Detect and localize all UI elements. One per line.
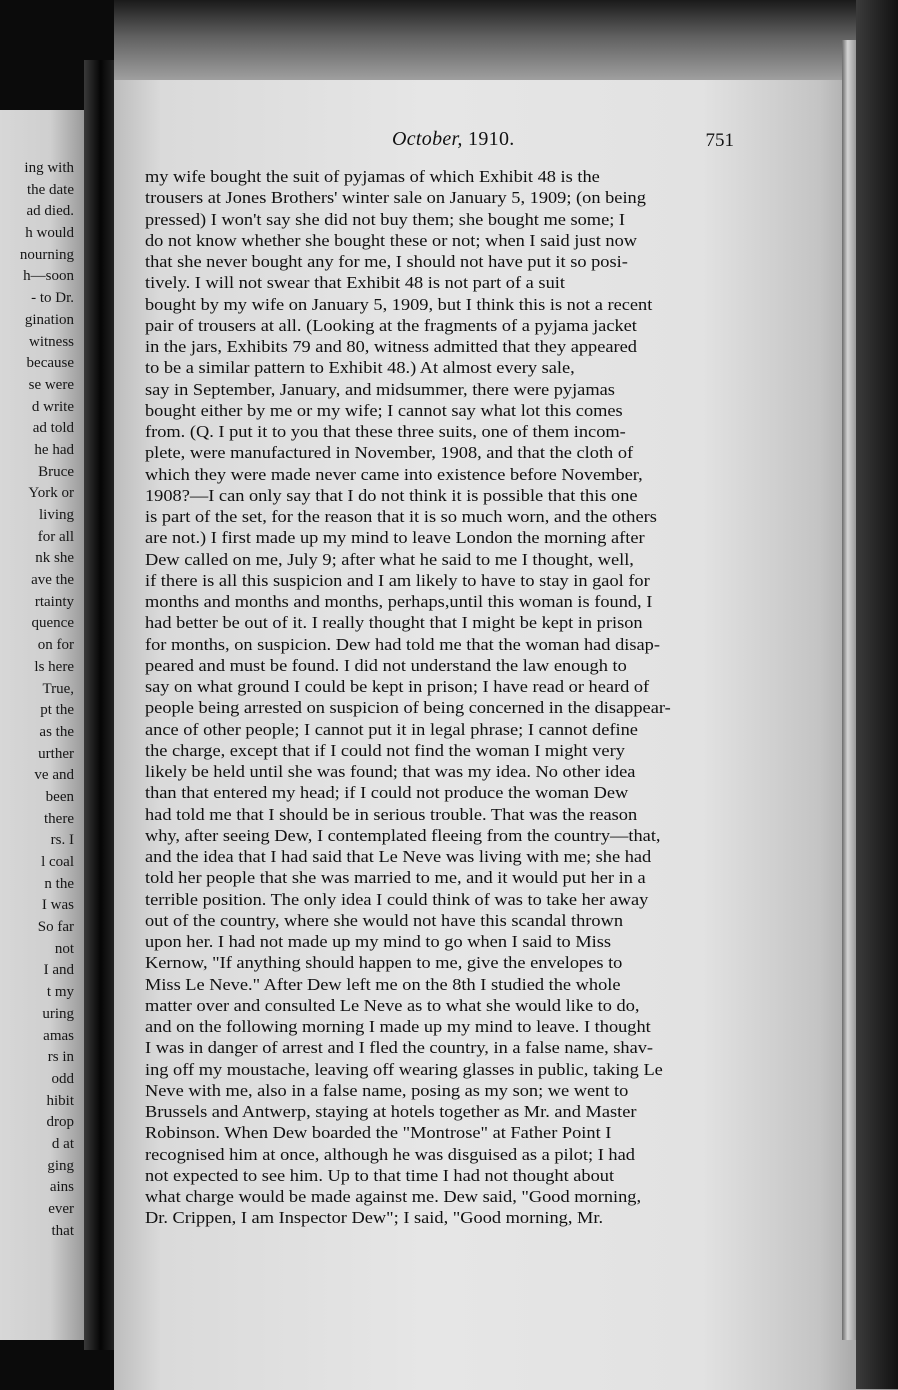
text-line: tively. I will not swear that Exhibit 48 is not part of a suit bbox=[145, 273, 565, 293]
left-page-line: rtainty bbox=[34, 593, 74, 610]
text-line: ing off my moustache, leaving off wearing glasses in public, taking Le bbox=[145, 1059, 663, 1079]
left-page-line: gination bbox=[24, 311, 74, 328]
left-page-line: t my bbox=[46, 984, 74, 1001]
text-line: matter over and consulted Le Neve as to what she would like to do, bbox=[145, 995, 640, 1015]
text-line: recognised him at once, although he was disguised as a pilot; I had bbox=[145, 1144, 635, 1164]
left-page bbox=[0, 110, 84, 1340]
left-page-line: ls here bbox=[34, 658, 74, 675]
text-line: for months, on suspicion. Dew had told me that the woman had disap- bbox=[145, 634, 660, 654]
text-line: which they were made never came into existence before November, bbox=[145, 464, 643, 484]
left-page-line: I and bbox=[43, 962, 74, 979]
left-page-line: uring bbox=[42, 1005, 74, 1022]
text-line: Kernow, "If anything should happen to me, give the envelopes to bbox=[145, 953, 623, 973]
left-page-text-column bbox=[20, 158, 74, 1242]
text-line: months and months and months, perhaps,until this woman is found, I bbox=[145, 592, 653, 611]
text-line: likely be held until she was found; that was my idea. No other idea bbox=[145, 762, 636, 781]
text-line: Robinson. When Dew boarded the "Montrose" at Father Point I bbox=[145, 1123, 612, 1143]
left-page-line: rs in bbox=[47, 1049, 74, 1066]
text-line: in the jars, Exhibits 79 and 80, witness admitted that they appeared bbox=[145, 337, 637, 356]
left-page-line: d at bbox=[51, 1135, 74, 1152]
text-line: do not know whether she bought these or not; when I said just now bbox=[145, 230, 638, 250]
text-line: Dr. Crippen, I am Inspector Dew"; I said, "Good morning, Mr. bbox=[145, 1208, 604, 1228]
left-page-line: the date bbox=[26, 181, 74, 198]
left-page-line: hibit bbox=[46, 1092, 74, 1109]
text-line: and the idea that I had said that Le Neve was living with me; she had bbox=[145, 847, 652, 866]
text-line: out of the country, where she would not have this scandal thrown bbox=[145, 910, 624, 930]
left-page-line: l coal bbox=[41, 854, 74, 870]
left-page-line: he had bbox=[34, 441, 74, 458]
text-line: 1908?—I can only say that I do not think it is possible that this one bbox=[145, 485, 638, 505]
text-line: than that entered my head; if I could not produce the woman Dew bbox=[145, 783, 629, 803]
left-page-line: odd bbox=[51, 1070, 74, 1087]
left-page-line: ging bbox=[47, 1157, 74, 1174]
text-line: not expected to see him. Up to that time I had not thought about bbox=[145, 1165, 615, 1185]
text-line: what charge would be made against me. Dew said, "Good morning, bbox=[145, 1187, 642, 1206]
running-head bbox=[392, 128, 515, 151]
left-page-line: ve and bbox=[34, 767, 74, 784]
left-page-line: ing with bbox=[24, 160, 74, 176]
left-page-line: ad told bbox=[32, 420, 74, 437]
text-line: pressed) I won't say she did not buy them; she bought me some; I bbox=[145, 209, 626, 229]
text-line: the charge, except that if I could not find the woman I might very bbox=[145, 740, 625, 760]
left-page-line: I was bbox=[41, 897, 74, 914]
page-edge bbox=[842, 40, 856, 1340]
left-page-line: living bbox=[38, 507, 74, 523]
text-line: plete, were manufactured in November, 1908, and that the cloth of bbox=[145, 443, 634, 463]
text-line: if there is all this suspicion and I am likely to have to stay in gaol for bbox=[145, 570, 650, 590]
left-page-line: because bbox=[26, 355, 74, 372]
body-text-column bbox=[145, 166, 747, 1229]
far-right-background bbox=[856, 0, 898, 1389]
text-line: from. (Q. I put it to you that these three suits, one of them incom- bbox=[145, 422, 626, 441]
text-line: is part of the set, for the reason that it is so much worn, and the others bbox=[145, 507, 657, 526]
text-line: my wife bought the suit of pyjamas of which Exhibit 48 is the bbox=[145, 167, 600, 186]
text-line: ance of other people; I cannot put it in legal phrase; I cannot define bbox=[145, 719, 638, 739]
left-page-line: h would bbox=[25, 225, 74, 242]
left-page-line: ad died. bbox=[26, 203, 74, 220]
left-page-line: - to Dr. bbox=[31, 290, 74, 307]
left-page-line: on for bbox=[37, 637, 74, 654]
book-gutter bbox=[84, 60, 114, 1350]
left-page-line: ever bbox=[48, 1201, 74, 1217]
text-line: Miss Le Neve." After Dew left me on the 8th I studied the whole bbox=[145, 974, 621, 994]
left-page-line: n the bbox=[44, 875, 74, 892]
left-page-line: been bbox=[45, 788, 74, 805]
left-page-line: urther bbox=[38, 745, 74, 762]
left-page-line: witness bbox=[29, 333, 74, 350]
text-line: peared and must be found. I did not understand the law enough to bbox=[145, 655, 627, 675]
left-page-line: d write bbox=[31, 398, 74, 415]
left-page-line: for all bbox=[37, 528, 74, 545]
left-page-line: nourning bbox=[19, 246, 74, 263]
text-line: people being arrested on suspicion of being concerned in the disappear- bbox=[145, 698, 671, 718]
text-line: why, after seeing Dew, I contemplated fleeing from the country—that, bbox=[145, 825, 661, 845]
left-page-line: there bbox=[44, 810, 74, 827]
text-line: had better be out of it. I really thought that I might be kept in prison bbox=[145, 613, 643, 633]
text-line: Neve with me, also in a false name, posing as my son; we went to bbox=[145, 1080, 629, 1100]
text-line: trousers at Jones Brothers' winter sale on January 5, 1909; (on being bbox=[145, 188, 646, 208]
left-page-line: Bruce bbox=[38, 463, 74, 480]
left-page-line: ains bbox=[49, 1179, 74, 1196]
left-page-line: York or bbox=[28, 485, 74, 502]
left-page-line: se were bbox=[28, 376, 74, 393]
left-page-line: nk she bbox=[35, 550, 74, 567]
text-line: and on the following morning I made up my mind to leave. I thought bbox=[145, 1017, 651, 1036]
page-header bbox=[392, 128, 738, 158]
left-page-line: ave the bbox=[31, 572, 74, 589]
left-page-line: True, bbox=[42, 680, 74, 697]
text-line: say on what ground I could be kept in prison; I have read or heard of bbox=[145, 677, 650, 696]
text-line: had told me that I should be in serious trouble. That was the reason bbox=[145, 804, 638, 824]
running-head-month: October, bbox=[392, 128, 463, 150]
text-line: upon her. I had not made up my mind to go when I said to Miss bbox=[145, 932, 612, 951]
text-line: told her people that she was married to me, and it would put her in a bbox=[145, 868, 646, 888]
left-page-line: h—soon bbox=[23, 268, 74, 285]
left-page-line: as the bbox=[39, 723, 74, 740]
text-line: to be a similar pattern to Exhibit 48.) At almost every sale, bbox=[145, 358, 575, 378]
text-line: bought either by me or my wife; I cannot say what lot this comes bbox=[145, 400, 623, 420]
left-page-line: pt the bbox=[40, 702, 74, 719]
text-line: say in September, January, and midsummer, there were pyjamas bbox=[145, 379, 615, 399]
text-line: Brussels and Antwerp, staying at hotels together as Mr. and Master bbox=[145, 1102, 637, 1121]
running-head-year: 1910. bbox=[468, 128, 515, 150]
left-page-line: not bbox=[54, 940, 74, 957]
left-page-line: amas bbox=[43, 1027, 74, 1044]
text-line: that she never bought any for me, I should not have put it so posi- bbox=[145, 252, 628, 271]
left-page-line: that bbox=[51, 1222, 74, 1239]
page-number: 751 bbox=[705, 130, 734, 151]
text-line: bought by my wife on January 5, 1909, but I think this is not a recent bbox=[145, 294, 653, 314]
text-line: Dew called on me, July 9; after what he said to me I thought, well, bbox=[145, 549, 634, 569]
text-line: are not.) I first made up my mind to leave London the morning after bbox=[145, 528, 645, 548]
text-line: I was in danger of arrest and I fled the country, in a false name, shav- bbox=[145, 1038, 654, 1058]
top-shadow bbox=[114, 0, 898, 80]
left-page-line: quence bbox=[31, 615, 74, 632]
left-page-line: So far bbox=[37, 919, 74, 936]
left-page-line: drop bbox=[46, 1114, 74, 1131]
text-line: terrible position. The only idea I could think of was to take her away bbox=[145, 889, 649, 909]
left-page-line: rs. I bbox=[50, 832, 74, 849]
text-line: pair of trousers at all. (Looking at the fragments of a pyjama jacket bbox=[145, 315, 637, 335]
